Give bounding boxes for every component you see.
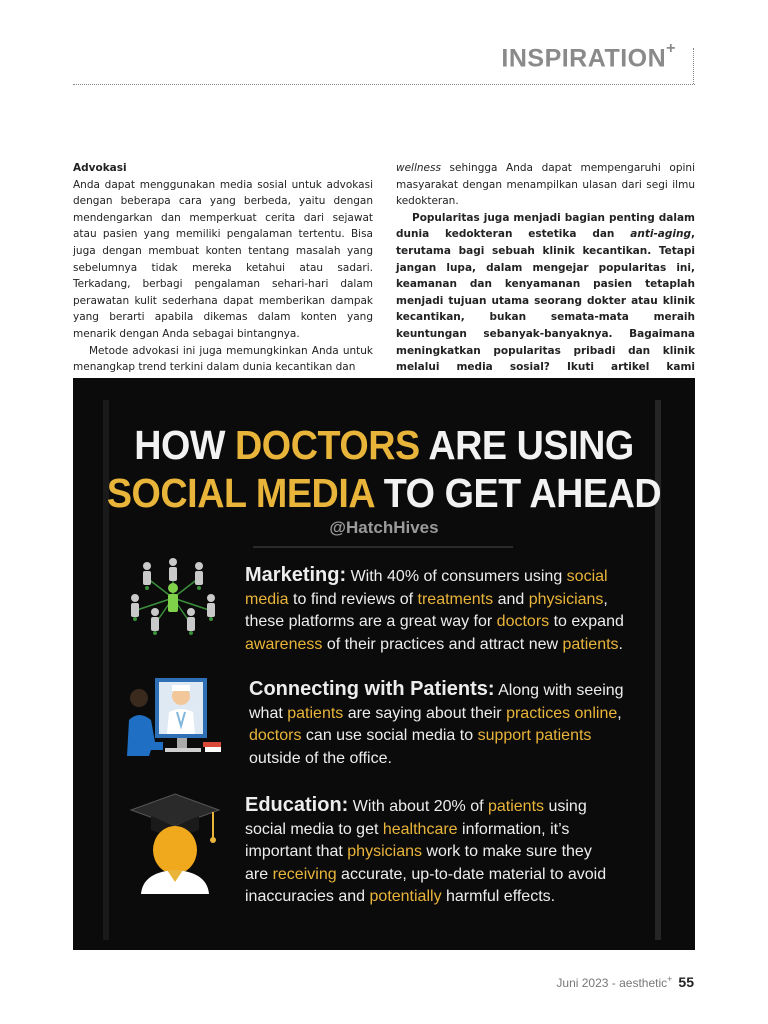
body-text: social media to get [245, 820, 383, 838]
body-text: information, it’s [457, 820, 570, 838]
body-text: of their practices and attract new [322, 635, 563, 653]
highlighted-text: receiving [272, 865, 337, 883]
body-text: these platforms are a great way for [245, 613, 497, 630]
article-right-column [396, 160, 695, 392]
highlighted-text: social [566, 568, 608, 585]
paragraph-bold: Popularitas juga menjadi bagian penting dalam dunia kedokteran estetika dan anti-aging, terutama bagi sebuah klinik kecantikan. Tetapi jangan lupa, dalam mengejar popularitas ini, keamanan dan kenyamanan pasien tetaplah menjadi tujuan utama seorang dokter atau klinik kecantikan, bukan semata-mata meraih keuntungan sebanyak-banyaknya. Bagaimana meningkatkan popularitas pribadi dan klinik melalui media sosial? Ikuti artikel kami [396, 211, 695, 374]
body-text: . [618, 635, 623, 653]
doctor-video-call-icon [125, 672, 225, 764]
body-text: and [493, 590, 529, 608]
infographic [73, 378, 695, 950]
highlighted-text: physicians [347, 843, 422, 860]
body-text: are [245, 865, 273, 883]
highlighted-text: patients [562, 635, 619, 653]
article-left-column [73, 160, 373, 376]
graduate-cap-icon [127, 788, 223, 894]
paragraph: Anda dapat menggunakan media sosial untuk advokasi dengan beberapa cara yang berbeda, yaitu dengan mendengarkan dan memperkuat cerita dari sejawat atau pasien yang memiliki pengalaman tertentu. Bisa juga dengan membuat konten tentang masalah yang sebelumnya tidak mereka ketahui atau sadari. Terkadang, berbagi pengalaman sehari-hari dalam perawatan kulit sederhana dapat memberikan dampak yang berarti apabila dikemas dalam konten yang menarik dengan Anda sebagai bintangnya. [73, 178, 373, 340]
body-text: important that [245, 843, 348, 860]
highlighted-text: potentially [369, 888, 442, 905]
infographic-title-line-2: SOCIAL MEDIA TO GET AHEAD [106, 470, 662, 516]
section-marketing [245, 564, 665, 656]
body-text: , [617, 704, 622, 722]
highlighted-text: doctors [249, 727, 302, 744]
highlighted-text: healthcare [382, 820, 458, 838]
body-text: using [544, 798, 587, 815]
body-text: harmful effects. [441, 888, 556, 905]
body-text: With about 20% of [348, 798, 488, 815]
header-divider [73, 84, 695, 85]
infographic-title-line-1: HOW DOCTORS ARE USING [134, 422, 634, 468]
highlighted-text: doctors [496, 613, 550, 630]
body-text: to find reviews of [288, 590, 418, 608]
highlighted-text: physicians [528, 590, 604, 608]
infographic-handle: @HatchHives [329, 518, 439, 537]
paragraph: Metode advokasi ini juga memungkinkan Anda untuk menangkap trend terkini dalam dunia kecantikan dan [73, 344, 373, 374]
body-text: work to make sure they [421, 843, 592, 860]
body-text: to expand [549, 613, 624, 630]
page-number: 55 [678, 974, 694, 990]
highlighted-text: treatments [417, 590, 494, 608]
body-text: accurate, up-to-date material to avoid [336, 865, 607, 883]
body-text: With 40% of consumers using [346, 568, 567, 585]
highlighted-text: practices online [506, 704, 618, 722]
divider [253, 546, 513, 548]
highlighted-text: support patients [477, 727, 592, 744]
section-heading: Marketing: [245, 564, 347, 586]
people-network-icon [125, 558, 221, 644]
body-text: inaccuracies and [245, 888, 370, 905]
section-connecting-with-patients [249, 678, 669, 770]
page-footer: Juni 2023 - aesthetic+ 55 [556, 974, 694, 990]
highlighted-text: patients [287, 704, 344, 722]
section-heading: Education: [245, 794, 349, 816]
highlighted-text: awareness [245, 635, 323, 653]
body-text: what [249, 704, 288, 722]
section-education [245, 794, 665, 909]
highlighted-text: media [245, 590, 289, 608]
subhead-advokasi: Advokasi [73, 162, 127, 174]
issue-label: Juni 2023 - aesthetic [556, 976, 668, 990]
paragraph: wellness sehingga Anda dapat mempengaruhi opini masyarakat dengan menampilkan ulasan dari segi ilmu kedokteran. [396, 162, 695, 208]
header-divider-vertical [693, 48, 694, 84]
body-text: , [603, 590, 608, 608]
highlighted-text: patients [487, 798, 545, 815]
section-title: INSPIRATION+ [501, 40, 676, 73]
body-text: can use social media to [301, 727, 478, 744]
body-text: Along with seeing [494, 682, 624, 699]
section-heading: Connecting with Patients: [249, 678, 495, 700]
body-text: are saying about their [343, 704, 507, 722]
body-text: outside of the office. [249, 749, 392, 767]
